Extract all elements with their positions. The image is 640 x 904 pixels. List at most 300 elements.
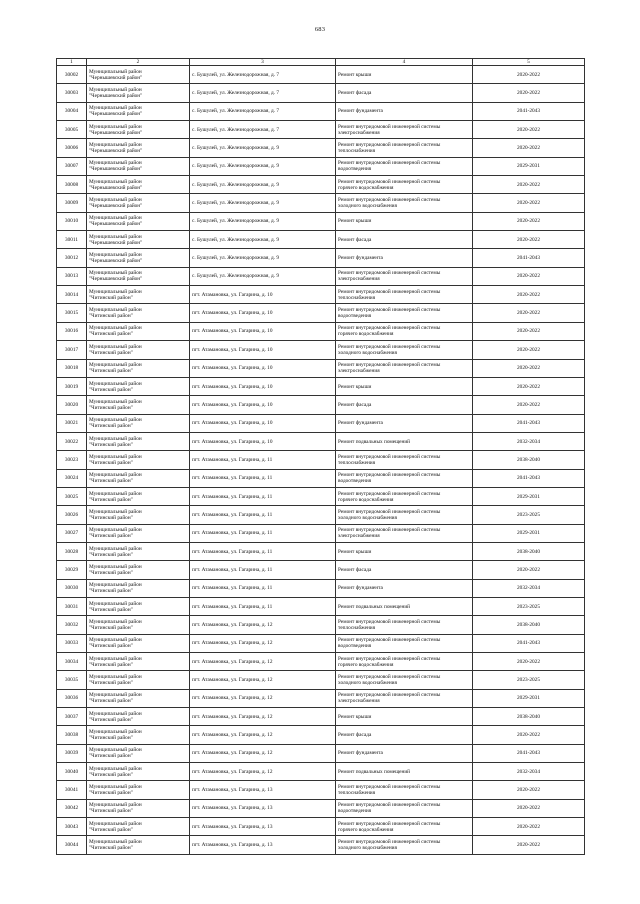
period-cell: 2041-2043 bbox=[473, 102, 585, 120]
work-type-cell bbox=[336, 212, 473, 230]
table-row bbox=[57, 579, 585, 597]
cell-line: Муниципальный район bbox=[89, 215, 142, 222]
cell-line: Муниципальный район bbox=[89, 160, 142, 167]
work-type-cell bbox=[336, 542, 473, 560]
cell-line: горячего водоснабжения bbox=[338, 331, 394, 338]
district-cell bbox=[87, 322, 190, 340]
row-number-cell: 30037 bbox=[57, 708, 87, 726]
row-number-cell: 30042 bbox=[57, 799, 87, 817]
cell-line: Муниципальный район bbox=[89, 784, 142, 791]
cell-line: Ремонт внутридомовой инженерной системы bbox=[338, 618, 441, 625]
district-cell bbox=[87, 286, 190, 304]
district-cell bbox=[87, 84, 190, 102]
row-number-cell: 30029 bbox=[57, 561, 87, 579]
table-row bbox=[57, 671, 585, 689]
table-row bbox=[57, 781, 585, 799]
cell-line: Ремонт внутридомовой инженерной системы bbox=[338, 784, 441, 791]
table-row bbox=[57, 432, 585, 450]
row-number-cell: 30026 bbox=[57, 506, 87, 524]
work-type-cell bbox=[336, 524, 473, 542]
cell-line: "Чернышевский район" bbox=[89, 203, 143, 210]
district-cell bbox=[87, 671, 190, 689]
row-number-cell: 30031 bbox=[57, 597, 87, 615]
address-cell: пгт. Атамановка, ул. Гагарина, д. 12 bbox=[190, 634, 336, 652]
cell-line: "Читинский район" bbox=[89, 735, 133, 742]
period-cell: 2020-2022 bbox=[473, 836, 585, 854]
cell-line: Муниципальный район bbox=[89, 472, 142, 479]
period-cell: 2020-2022 bbox=[473, 194, 585, 212]
address-cell: пгт. Атамановка, ул. Гагарина, д. 13 bbox=[190, 836, 336, 854]
work-type-cell bbox=[336, 799, 473, 817]
cell-line: Ремонт подвальных помещений bbox=[338, 603, 410, 610]
cell-line: электроснабжения bbox=[338, 533, 380, 540]
period-cell: 2041-2043 bbox=[473, 249, 585, 267]
address-cell: пгт. Атамановка, ул. Гагарина, д. 12 bbox=[190, 671, 336, 689]
row-number-cell: 30044 bbox=[57, 836, 87, 854]
cell-line: Ремонт внутридомовой инженерной системы bbox=[338, 655, 441, 662]
row-number-cell: 30024 bbox=[57, 469, 87, 487]
cell-line: Ремонт внутридомовой инженерной системы bbox=[338, 472, 441, 479]
row-number-cell: 30004 bbox=[57, 102, 87, 120]
district-cell bbox=[87, 799, 190, 817]
cell-line: теплоснабжения bbox=[338, 459, 376, 466]
address-cell: пгт. Атамановка, ул. Гагарина, д. 10 bbox=[190, 432, 336, 450]
cell-line: "Чернышевский район" bbox=[89, 276, 143, 283]
table-row bbox=[57, 542, 585, 560]
address-cell: пгт. Атамановка, ул. Гагарина, д. 13 bbox=[190, 781, 336, 799]
period-cell: 2020-2022 bbox=[473, 139, 585, 157]
cell-line: Муниципальный район bbox=[89, 105, 142, 112]
cell-line: Ремонт подвальных помещений bbox=[338, 768, 410, 775]
cell-line: Ремонт крыши bbox=[338, 218, 372, 225]
district-cell bbox=[87, 542, 190, 560]
district-cell bbox=[87, 432, 190, 450]
period-cell: 2020-2022 bbox=[473, 781, 585, 799]
table-row bbox=[57, 176, 585, 194]
address-cell: с. Бушулей, ул. Железнодорожная, д. 9 bbox=[190, 139, 336, 157]
cell-line: "Читинский район" bbox=[89, 661, 133, 668]
address-cell: с. Бушулей, ул. Железнодорожная, д. 9 bbox=[190, 194, 336, 212]
table-row bbox=[57, 139, 585, 157]
table-row bbox=[57, 102, 585, 120]
cell-line: "Читинский район" bbox=[89, 404, 133, 411]
table-row bbox=[57, 799, 585, 817]
cell-line: теплоснабжения bbox=[338, 294, 376, 301]
row-number-cell: 30011 bbox=[57, 231, 87, 249]
cell-line: холодного водоснабжения bbox=[338, 203, 397, 210]
cell-line: Ремонт внутридомовой инженерной системы bbox=[338, 362, 441, 369]
cell-line: Ремонт фасада bbox=[338, 401, 372, 408]
address-cell: пгт. Атамановка, ул. Гагарина, д. 11 bbox=[190, 451, 336, 469]
cell-line: "Читинский район" bbox=[89, 790, 133, 797]
address-cell: пгт. Атамановка, ул. Гагарина, д. 10 bbox=[190, 396, 336, 414]
table-row bbox=[57, 377, 585, 395]
cell-line: "Читинский район" bbox=[89, 349, 133, 356]
cell-line: "Чернышевский район" bbox=[89, 74, 143, 81]
cell-line: "Чернышевский район" bbox=[89, 93, 143, 100]
cell-line: Ремонт внутридомовой инженерной системы bbox=[338, 839, 441, 846]
district-cell bbox=[87, 708, 190, 726]
period-cell: 2041-2043 bbox=[473, 744, 585, 762]
cell-line: Ремонт внутридомовой инженерной системы bbox=[338, 160, 441, 167]
district-cell bbox=[87, 396, 190, 414]
row-number-cell: 30032 bbox=[57, 616, 87, 634]
cell-line: горячего водоснабжения bbox=[338, 661, 394, 668]
work-type-cell bbox=[336, 744, 473, 762]
table-row bbox=[57, 304, 585, 322]
address-cell: с. Бушулей, ул. Железнодорожная, д. 9 bbox=[190, 231, 336, 249]
table-row bbox=[57, 157, 585, 175]
address-cell: пгт. Атамановка, ул. Гагарина, д. 13 bbox=[190, 818, 336, 836]
address-cell: с. Бушулей, ул. Железнодорожная, д. 9 bbox=[190, 157, 336, 175]
period-cell: 2020-2022 bbox=[473, 176, 585, 194]
district-cell bbox=[87, 157, 190, 175]
cell-line: холодного водоснабжения bbox=[338, 514, 397, 521]
cell-line: Муниципальный район bbox=[89, 343, 142, 350]
cell-line: Муниципальный район bbox=[89, 325, 142, 332]
cell-line: теплоснабжения bbox=[338, 148, 376, 155]
row-number-cell: 30033 bbox=[57, 634, 87, 652]
period-cell: 2038-2040 bbox=[473, 542, 585, 560]
work-type-cell bbox=[336, 432, 473, 450]
cell-line: Муниципальный район bbox=[89, 582, 142, 589]
row-number-cell: 30018 bbox=[57, 359, 87, 377]
work-type-cell bbox=[336, 487, 473, 505]
district-cell bbox=[87, 304, 190, 322]
work-type-cell bbox=[336, 121, 473, 139]
cell-line: Муниципальный район bbox=[89, 123, 142, 130]
table-row bbox=[57, 744, 585, 762]
address-cell: пгт. Атамановка, ул. Гагарина, д. 11 bbox=[190, 597, 336, 615]
address-cell: пгт. Атамановка, ул. Гагарина, д. 12 bbox=[190, 616, 336, 634]
cell-line: Ремонт подвальных помещений bbox=[338, 438, 410, 445]
work-type-cell bbox=[336, 726, 473, 744]
row-number-cell: 30002 bbox=[57, 66, 87, 84]
cell-line: Ремонт внутридомовой инженерной системы bbox=[338, 307, 441, 314]
address-cell: с. Бушулей, ул. Железнодорожная, д. 7 bbox=[190, 121, 336, 139]
row-number-cell: 30039 bbox=[57, 744, 87, 762]
row-number-cell: 30025 bbox=[57, 487, 87, 505]
period-cell: 2020-2022 bbox=[473, 341, 585, 359]
cell-line: водоотведения bbox=[338, 313, 372, 320]
table-row bbox=[57, 597, 585, 615]
cell-line: Ремонт внутридомовой инженерной системы bbox=[338, 453, 441, 460]
cell-line: Ремонт внутридомовой инженерной системы bbox=[338, 802, 441, 809]
cell-line: Муниципальный район bbox=[89, 545, 142, 552]
cell-line: Муниципальный район bbox=[89, 270, 142, 277]
cell-line: "Чернышевский район" bbox=[89, 129, 143, 136]
district-cell bbox=[87, 836, 190, 854]
table-row bbox=[57, 267, 585, 285]
address-cell: пгт. Атамановка, ул. Гагарина, д. 11 bbox=[190, 542, 336, 560]
address-cell: пгт. Атамановка, ул. Гагарина, д. 12 bbox=[190, 744, 336, 762]
cell-line: "Читинский район" bbox=[89, 771, 133, 778]
cell-line: Муниципальный район bbox=[89, 307, 142, 314]
work-type-cell bbox=[336, 561, 473, 579]
district-cell bbox=[87, 634, 190, 652]
work-type-cell bbox=[336, 231, 473, 249]
period-cell: 2032-2034 bbox=[473, 432, 585, 450]
cell-line: Ремонт внутридомовой инженерной системы bbox=[338, 527, 441, 534]
address-cell: пгт. Атамановка, ул. Гагарина, д. 12 bbox=[190, 763, 336, 781]
address-cell: пгт. Атамановка, ул. Гагарина, д. 10 bbox=[190, 359, 336, 377]
cell-line: Муниципальный район bbox=[89, 398, 142, 405]
cell-line: Ремонт фасада bbox=[338, 732, 372, 739]
period-cell: 2020-2022 bbox=[473, 84, 585, 102]
row-number-cell: 30010 bbox=[57, 212, 87, 230]
district-cell bbox=[87, 597, 190, 615]
table-row bbox=[57, 322, 585, 340]
row-number-cell: 30012 bbox=[57, 249, 87, 267]
address-cell: пгт. Атамановка, ул. Гагарина, д. 13 bbox=[190, 799, 336, 817]
district-cell bbox=[87, 212, 190, 230]
period-cell: 2023-2025 bbox=[473, 506, 585, 524]
row-number-cell: 30016 bbox=[57, 322, 87, 340]
work-type-cell bbox=[336, 763, 473, 781]
work-type-cell bbox=[336, 139, 473, 157]
cell-line: Муниципальный район bbox=[89, 380, 142, 387]
cell-line: Ремонт внутридомовой инженерной системы bbox=[338, 674, 441, 681]
work-type-cell bbox=[336, 102, 473, 120]
address-cell: с. Бушулей, ул. Железнодорожная, д. 7 bbox=[190, 102, 336, 120]
cell-line: Муниципальный район bbox=[89, 288, 142, 295]
cell-line: "Читинский район" bbox=[89, 698, 133, 705]
district-cell bbox=[87, 818, 190, 836]
address-cell: пгт. Атамановка, ул. Гагарина, д. 12 bbox=[190, 653, 336, 671]
cell-line: Ремонт внутридомовой инженерной системы bbox=[338, 508, 441, 515]
cell-line: Муниципальный район bbox=[89, 802, 142, 809]
district-cell bbox=[87, 524, 190, 542]
column-header-3: 3 bbox=[190, 59, 336, 66]
row-number-cell: 30007 bbox=[57, 157, 87, 175]
work-type-cell bbox=[336, 157, 473, 175]
address-cell: пгт. Атамановка, ул. Гагарина, д. 12 bbox=[190, 689, 336, 707]
cell-line: водоотведения bbox=[338, 643, 372, 650]
cell-line: Муниципальный район bbox=[89, 563, 142, 570]
period-cell: 2029-2031 bbox=[473, 157, 585, 175]
cell-line: Муниципальный район bbox=[89, 710, 142, 717]
address-cell: с. Бушулей, ул. Железнодорожная, д. 9 bbox=[190, 249, 336, 267]
cell-line: "Чернышевский район" bbox=[89, 258, 143, 265]
district-cell bbox=[87, 121, 190, 139]
period-cell: 2020-2022 bbox=[473, 799, 585, 817]
address-cell: с. Бушулей, ул. Железнодорожная, д. 9 bbox=[190, 212, 336, 230]
cell-line: "Читинский район" bbox=[89, 716, 133, 723]
district-cell bbox=[87, 176, 190, 194]
cell-line: Муниципальный район bbox=[89, 252, 142, 259]
work-type-cell bbox=[336, 579, 473, 597]
period-cell: 2020-2022 bbox=[473, 377, 585, 395]
district-cell bbox=[87, 102, 190, 120]
period-cell: 2029-2031 bbox=[473, 487, 585, 505]
table-row bbox=[57, 487, 585, 505]
cell-line: "Читинский район" bbox=[89, 588, 133, 595]
table-row bbox=[57, 763, 585, 781]
cell-line: "Читинский район" bbox=[89, 313, 133, 320]
district-cell bbox=[87, 359, 190, 377]
cell-line: "Читинский район" bbox=[89, 331, 133, 338]
work-type-cell bbox=[336, 322, 473, 340]
work-type-cell bbox=[336, 396, 473, 414]
district-cell bbox=[87, 781, 190, 799]
cell-line: Ремонт крыши bbox=[338, 383, 372, 390]
cell-line: Ремонт фундамента bbox=[338, 420, 383, 427]
row-number-cell: 30006 bbox=[57, 139, 87, 157]
cell-line: Муниципальный район bbox=[89, 453, 142, 460]
period-cell: 2020-2022 bbox=[473, 322, 585, 340]
district-cell bbox=[87, 139, 190, 157]
period-cell: 2020-2022 bbox=[473, 121, 585, 139]
cell-line: "Читинский район" bbox=[89, 423, 133, 430]
cell-line: Муниципальный район bbox=[89, 87, 142, 94]
cell-line: "Читинский район" bbox=[89, 478, 133, 485]
cell-line: Муниципальный район bbox=[89, 233, 142, 240]
work-type-cell bbox=[336, 194, 473, 212]
cell-line: Ремонт внутридомовой инженерной системы bbox=[338, 178, 441, 185]
table-row bbox=[57, 231, 585, 249]
cell-line: "Читинский район" bbox=[89, 533, 133, 540]
period-cell: 2023-2025 bbox=[473, 671, 585, 689]
cell-line: "Читинский район" bbox=[89, 551, 133, 558]
row-number-cell: 30041 bbox=[57, 781, 87, 799]
period-cell: 2023-2025 bbox=[473, 597, 585, 615]
cell-line: "Читинский район" bbox=[89, 826, 133, 833]
row-number-cell: 30038 bbox=[57, 726, 87, 744]
cell-line: "Чернышевский район" bbox=[89, 166, 143, 173]
row-number-cell: 30027 bbox=[57, 524, 87, 542]
table-row bbox=[57, 286, 585, 304]
table-row bbox=[57, 818, 585, 836]
cell-line: электроснабжения bbox=[338, 698, 380, 705]
cell-line: "Чернышевский район" bbox=[89, 239, 143, 246]
cell-line: Ремонт внутридомовой инженерной системы bbox=[338, 270, 441, 277]
cell-line: Муниципальный район bbox=[89, 839, 142, 846]
cell-line: водоотведения bbox=[338, 166, 372, 173]
district-cell bbox=[87, 744, 190, 762]
work-type-cell bbox=[336, 469, 473, 487]
district-cell bbox=[87, 726, 190, 744]
period-cell: 2041-2043 bbox=[473, 634, 585, 652]
cell-line: Муниципальный район bbox=[89, 618, 142, 625]
period-cell: 2020-2022 bbox=[473, 359, 585, 377]
table-row bbox=[57, 121, 585, 139]
district-cell bbox=[87, 469, 190, 487]
table-row bbox=[57, 689, 585, 707]
cell-line: горячего водоснабжения bbox=[338, 496, 394, 503]
cell-line: Муниципальный район bbox=[89, 197, 142, 204]
cell-line: "Читинский район" bbox=[89, 368, 133, 375]
period-cell: 2020-2022 bbox=[473, 818, 585, 836]
period-cell: 2020-2022 bbox=[473, 304, 585, 322]
cell-line: электроснабжения bbox=[338, 129, 380, 136]
column-header-1: 1 bbox=[57, 59, 87, 66]
cell-line: Муниципальный район bbox=[89, 490, 142, 497]
cell-line: Муниципальный район bbox=[89, 637, 142, 644]
work-type-cell bbox=[336, 616, 473, 634]
column-header-2: 2 bbox=[87, 59, 190, 66]
cell-line: Муниципальный район bbox=[89, 435, 142, 442]
cell-line: Ремонт крыши bbox=[338, 713, 372, 720]
work-type-cell bbox=[336, 689, 473, 707]
cell-line: теплоснабжения bbox=[338, 790, 376, 797]
district-cell bbox=[87, 561, 190, 579]
period-cell: 2020-2022 bbox=[473, 653, 585, 671]
cell-line: "Читинский район" bbox=[89, 606, 133, 613]
cell-line: Муниципальный район bbox=[89, 692, 142, 699]
cell-line: Ремонт крыши bbox=[338, 71, 372, 78]
cell-line: Ремонт фасада bbox=[338, 90, 372, 97]
row-number-cell: 30013 bbox=[57, 267, 87, 285]
table-row bbox=[57, 726, 585, 744]
table-header bbox=[57, 59, 585, 66]
address-cell: пгт. Атамановка, ул. Гагарина, д. 10 bbox=[190, 304, 336, 322]
cell-line: "Читинский район" bbox=[89, 294, 133, 301]
address-cell: пгт. Атамановка, ул. Гагарина, д. 11 bbox=[190, 487, 336, 505]
cell-line: "Читинский район" bbox=[89, 569, 133, 576]
address-cell: пгт. Атамановка, ул. Гагарина, д. 10 bbox=[190, 286, 336, 304]
cell-line: водоотведения bbox=[338, 808, 372, 815]
work-type-cell bbox=[336, 84, 473, 102]
period-cell: 2041-2043 bbox=[473, 469, 585, 487]
district-cell bbox=[87, 66, 190, 84]
cell-line: Ремонт внутридомовой инженерной системы bbox=[338, 692, 441, 699]
cell-line: Муниципальный район bbox=[89, 417, 142, 424]
cell-line: Ремонт внутридомовой инженерной системы bbox=[338, 325, 441, 332]
cell-line: Ремонт фундамента bbox=[338, 750, 383, 757]
period-cell: 2020-2022 bbox=[473, 726, 585, 744]
work-type-cell bbox=[336, 671, 473, 689]
district-cell bbox=[87, 763, 190, 781]
column-header-5: 5 bbox=[473, 59, 585, 66]
row-number-cell: 30003 bbox=[57, 84, 87, 102]
work-type-cell bbox=[336, 359, 473, 377]
row-number-cell: 30014 bbox=[57, 286, 87, 304]
district-cell bbox=[87, 579, 190, 597]
address-cell: пгт. Атамановка, ул. Гагарина, д. 11 bbox=[190, 524, 336, 542]
work-type-cell bbox=[336, 818, 473, 836]
cell-line: Муниципальный район bbox=[89, 142, 142, 149]
period-cell: 2020-2022 bbox=[473, 561, 585, 579]
cell-line: Ремонт крыши bbox=[338, 548, 372, 555]
row-number-cell: 30022 bbox=[57, 432, 87, 450]
cell-line: горячего водоснабжения bbox=[338, 826, 394, 833]
period-cell: 2038-2040 bbox=[473, 616, 585, 634]
district-cell bbox=[87, 689, 190, 707]
address-cell: пгт. Атамановка, ул. Гагарина, д. 10 bbox=[190, 322, 336, 340]
table-row bbox=[57, 634, 585, 652]
cell-line: горячего водоснабжения bbox=[338, 184, 394, 191]
cell-line: Ремонт внутридомовой инженерной системы bbox=[338, 123, 441, 130]
cell-line: Ремонт внутридомовой инженерной системы bbox=[338, 142, 441, 149]
cell-line: "Чернышевский район" bbox=[89, 111, 143, 118]
period-cell: 2020-2022 bbox=[473, 66, 585, 84]
address-cell: с. Бушулей, ул. Железнодорожная, д. 7 bbox=[190, 66, 336, 84]
period-cell: 2032-2034 bbox=[473, 579, 585, 597]
table-row bbox=[57, 341, 585, 359]
cell-line: "Читинский район" bbox=[89, 441, 133, 448]
district-cell bbox=[87, 341, 190, 359]
period-cell: 2020-2022 bbox=[473, 396, 585, 414]
row-number-cell: 30036 bbox=[57, 689, 87, 707]
cell-line: Ремонт внутридомовой инженерной системы bbox=[338, 288, 441, 295]
header-row bbox=[57, 59, 585, 66]
row-number-cell: 30009 bbox=[57, 194, 87, 212]
cell-line: Ремонт внутридомовой инженерной системы bbox=[338, 820, 441, 827]
cell-line: Муниципальный район bbox=[89, 508, 142, 515]
column-header-4: 4 bbox=[336, 59, 473, 66]
work-type-cell bbox=[336, 836, 473, 854]
cell-line: Муниципальный район bbox=[89, 747, 142, 754]
